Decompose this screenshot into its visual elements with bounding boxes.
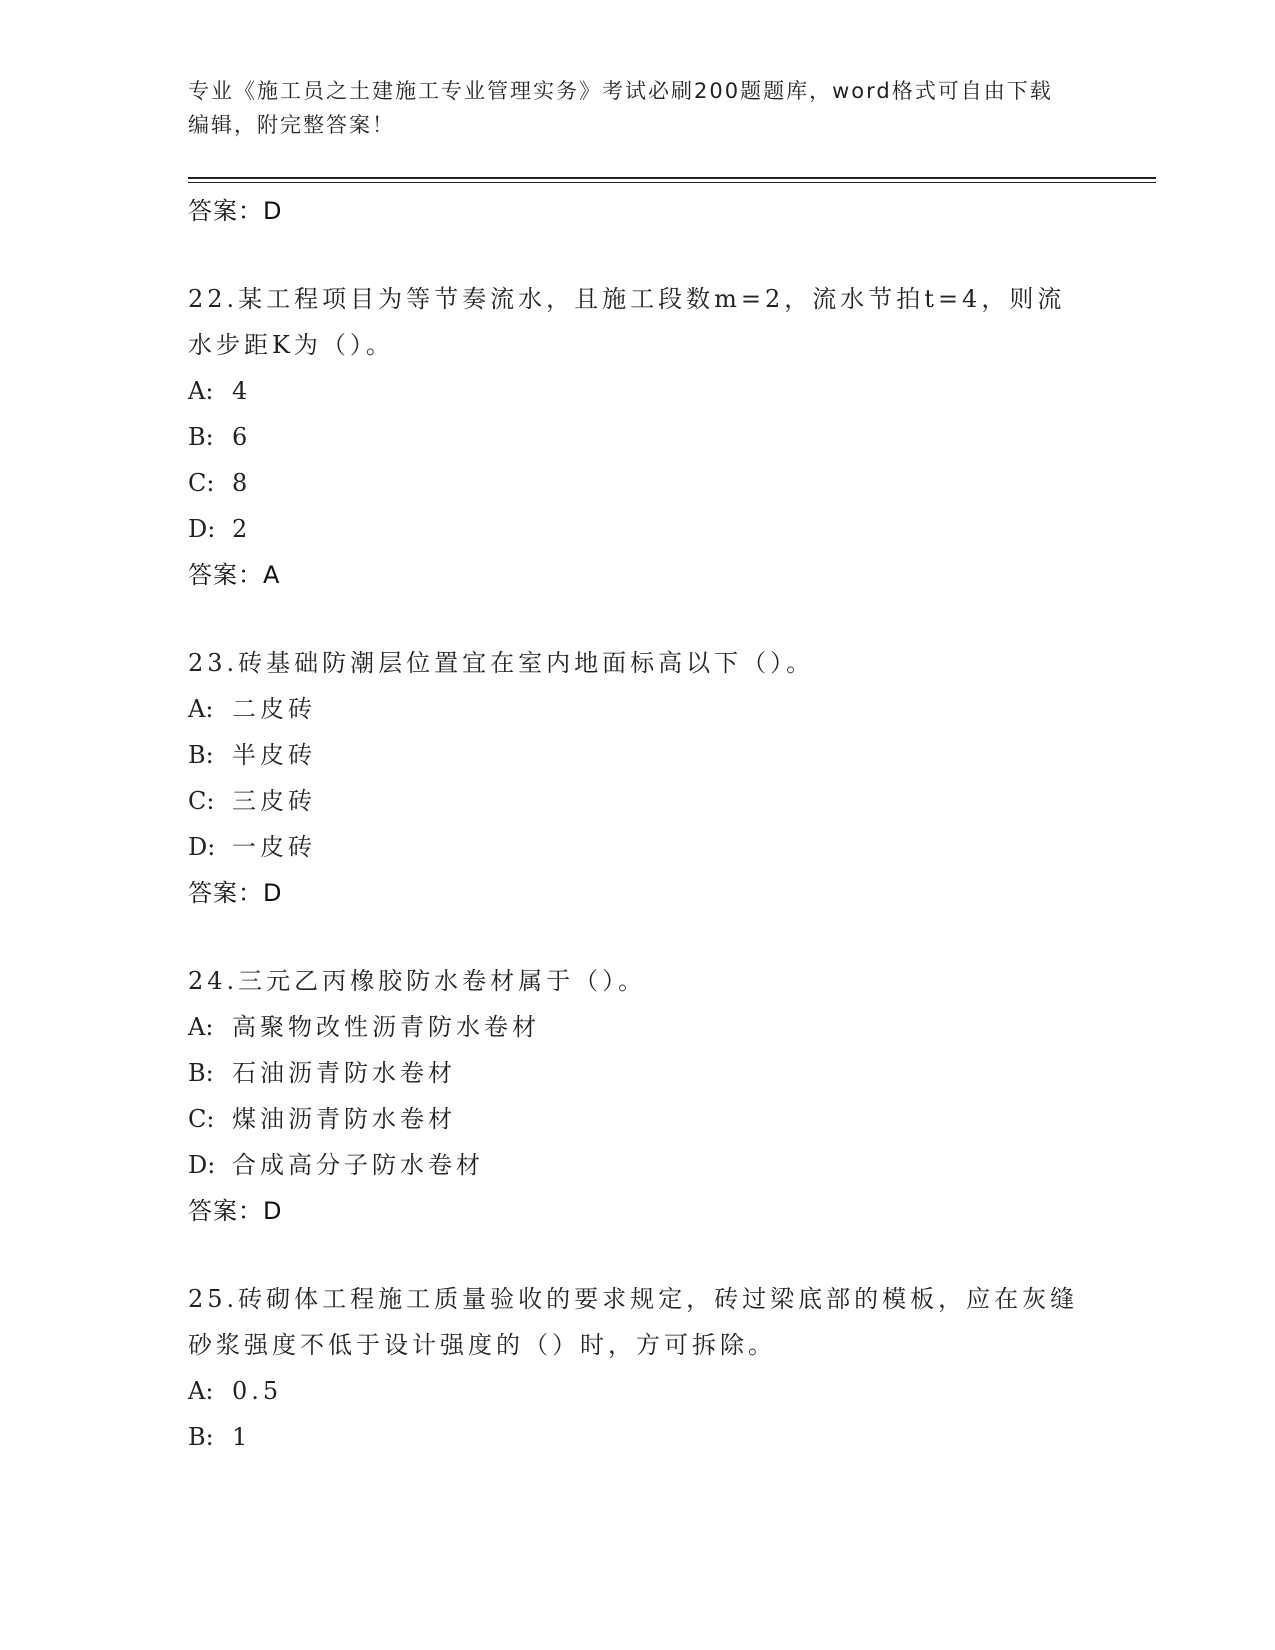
- option-text: 8: [232, 469, 252, 497]
- option-key: D:: [188, 833, 216, 861]
- option-text: 石油沥青防水卷材: [232, 1059, 456, 1087]
- option-c: [188, 1096, 1088, 1142]
- option-d: [188, 506, 1088, 552]
- question-stem: 23.砖基础防潮层位置宜在室内地面标高以下（）。: [188, 649, 815, 677]
- option-key: B:: [188, 423, 214, 451]
- option-text: 三皮砖: [232, 787, 316, 815]
- question-stem: 22.某工程项目为等节奏流水，且施工段数m=2，流水节拍t=4，则流水步距K为（）。: [188, 285, 1066, 359]
- answer-line: 答案：D: [188, 197, 283, 225]
- option-key: C:: [188, 787, 215, 815]
- option-a: [188, 368, 1088, 414]
- answer-line: 答案：A: [188, 561, 281, 589]
- option-b: [188, 414, 1088, 460]
- option-text: 6: [232, 423, 252, 451]
- option-text: 高聚物改性沥青防水卷材: [232, 1013, 540, 1041]
- option-b: [188, 1050, 1088, 1096]
- question-stem: 24.三元乙丙橡胶防水卷材属于（）。: [188, 967, 647, 995]
- option-d: [188, 824, 1088, 870]
- option-key: B:: [188, 1059, 214, 1087]
- question-block: [188, 640, 1088, 916]
- header-rule-thin: [188, 182, 1156, 183]
- option-text: 4: [232, 377, 252, 405]
- option-key: A:: [188, 377, 214, 405]
- question-stem: 25.砖砌体工程施工质量验收的要求规定，砖过梁底部的模板，应在灰缝砂浆强度不低于设计强度的（）时，方可拆除。: [188, 1285, 1079, 1359]
- option-key: B:: [188, 741, 214, 769]
- option-text: 合成高分子防水卷材: [232, 1151, 484, 1179]
- option-key: A:: [188, 1377, 214, 1405]
- option-a: [188, 1004, 1088, 1050]
- option-key: C:: [188, 469, 215, 497]
- option-text: 0.5: [232, 1377, 283, 1405]
- option-b: [188, 1414, 1088, 1460]
- option-key: B:: [188, 1423, 214, 1451]
- question-list: [188, 188, 1088, 1460]
- option-key: C:: [188, 1105, 215, 1133]
- option-key: D:: [188, 515, 216, 543]
- question-block: [188, 1276, 1088, 1460]
- document-header: 专业《施工员之土建施工专业管理实务》考试必刷200题题库，word格式可自由下载编辑，附完整答案！: [188, 79, 1053, 137]
- option-text: 2: [232, 515, 252, 543]
- option-text: 二皮砖: [232, 695, 316, 723]
- option-a: [188, 686, 1088, 732]
- option-d: [188, 1142, 1088, 1188]
- option-b: [188, 732, 1088, 778]
- option-key: A:: [188, 1013, 214, 1041]
- question-block: [188, 276, 1088, 598]
- option-text: 一皮砖: [232, 833, 316, 861]
- option-key: A:: [188, 695, 214, 723]
- option-text: 半皮砖: [232, 741, 316, 769]
- option-c: [188, 778, 1088, 824]
- option-text: 1: [232, 1423, 252, 1451]
- question-block: [188, 958, 1088, 1234]
- option-text: 煤油沥青防水卷材: [232, 1105, 456, 1133]
- option-key: D:: [188, 1151, 216, 1179]
- option-a: [188, 1368, 1088, 1414]
- answer-line: 答案：D: [188, 879, 283, 907]
- header-rule-thick: [188, 177, 1156, 179]
- option-c: [188, 460, 1088, 506]
- answer-line: 答案：D: [188, 1197, 283, 1225]
